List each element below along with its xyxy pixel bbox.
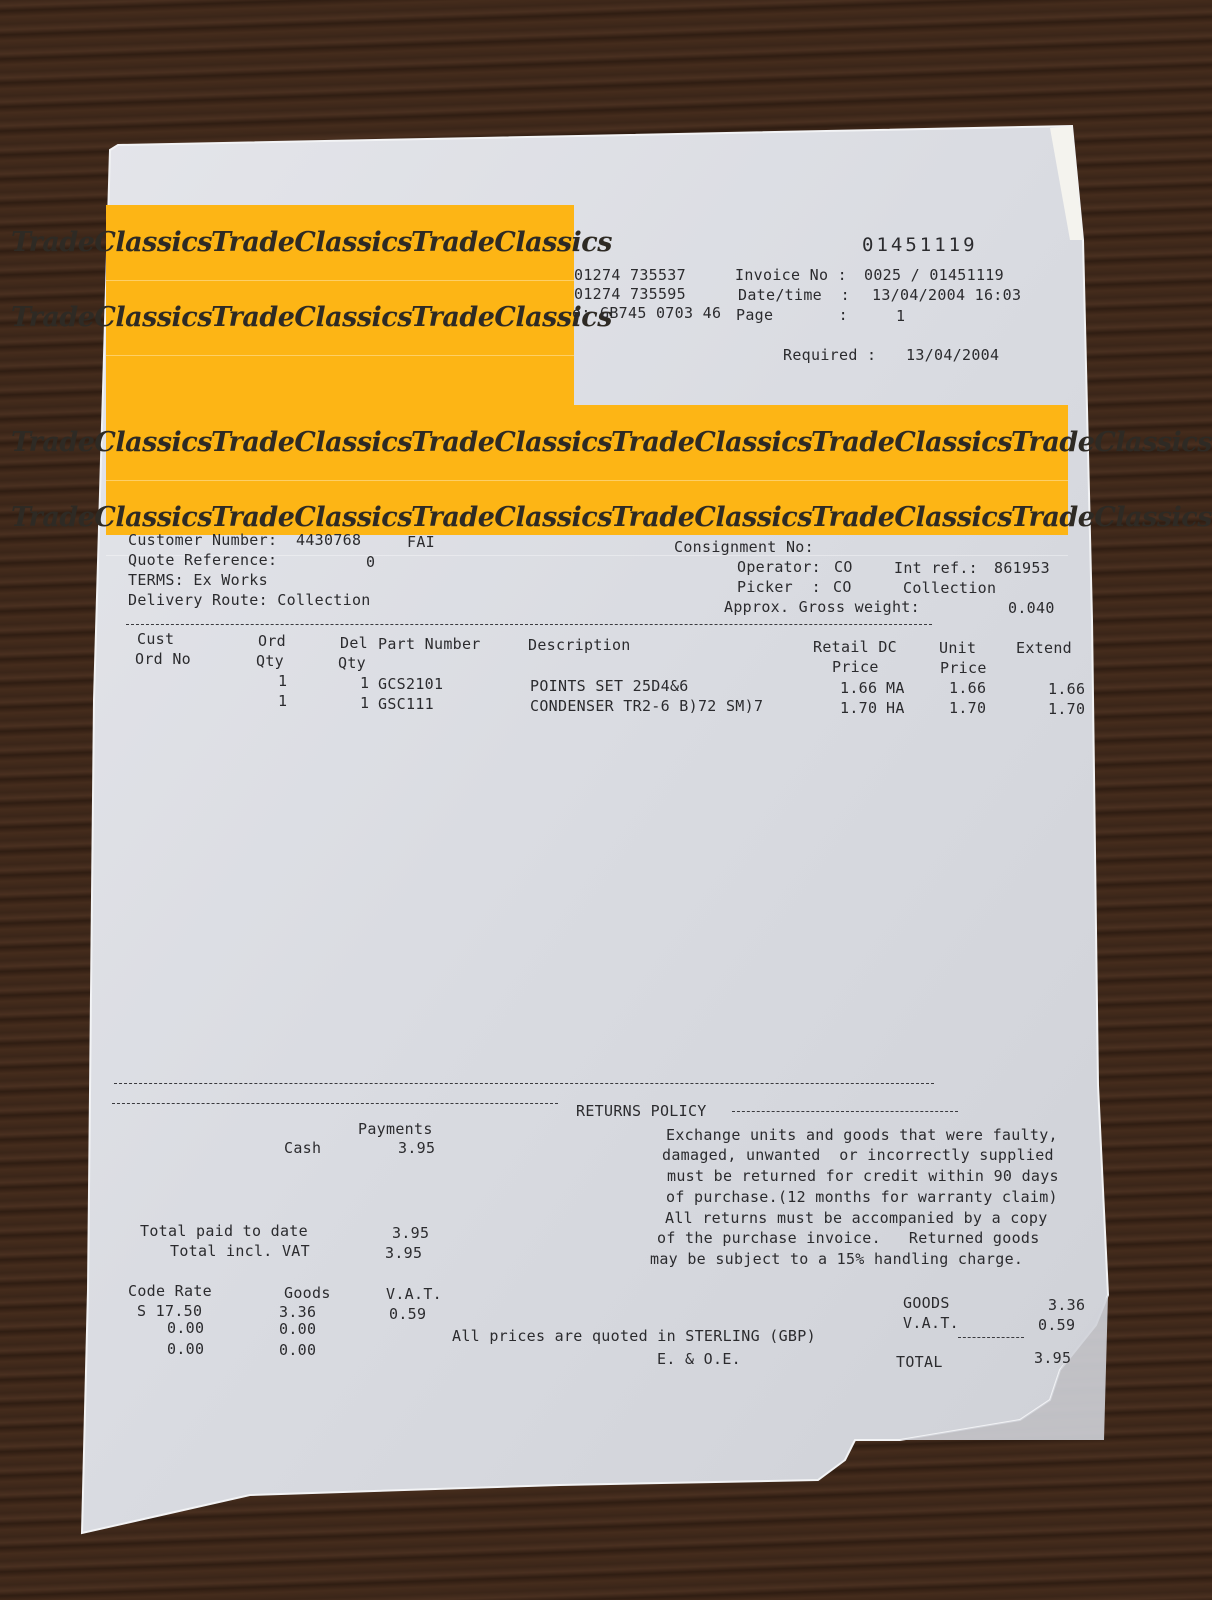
returns-line: must be returned for credit within 90 days — [667, 1167, 1059, 1185]
required-label: Required : — [783, 346, 877, 364]
col-retail-dc: Retail DC — [813, 638, 897, 656]
vat-goods: 3.36 — [279, 1303, 317, 1321]
dc-code: MA — [886, 679, 905, 697]
errors-omissions: E. & O.E. — [657, 1350, 741, 1368]
fax: 01274 735595 — [574, 285, 686, 303]
currency-note: All prices are quoted in STERLING (GBP) — [452, 1327, 816, 1345]
vat-goods: 0.00 — [279, 1320, 317, 1338]
vat-col-vat: V.A.T. — [386, 1285, 442, 1303]
returns-line: may be subject to a 15% handling charge. — [650, 1250, 1024, 1268]
customer-number-label: Customer Number: — [128, 531, 278, 549]
total-paid: 3.95 — [392, 1224, 430, 1242]
returns-policy-title: RETURNS POLICY — [576, 1102, 707, 1120]
brand-logo: TradeClassics — [411, 502, 612, 533]
ord-qty: 1 — [278, 692, 288, 710]
cash-label: Cash — [284, 1139, 322, 1157]
part-number: GSC111 — [378, 695, 434, 713]
collection-note: Collection — [903, 579, 997, 597]
col-cust: Cust — [137, 630, 175, 648]
returns-divider-left — [112, 1103, 558, 1104]
picker-label: Picker : — [737, 578, 821, 596]
col-del: Del — [340, 634, 368, 652]
brand-banner-top — [11, 205, 612, 405]
col-ord: Ord — [258, 632, 286, 650]
brand-banner-bottom — [11, 405, 1212, 535]
brand-logo: TradeClassics — [11, 502, 212, 533]
brand-logo: TradeClassics — [1011, 427, 1212, 458]
brand-logo: TradeClassics — [411, 427, 612, 458]
vat-goods: 0.00 — [279, 1341, 317, 1359]
brand-logo: TradeClassics — [11, 227, 212, 258]
vat-number: o: GB745 0703 46 — [572, 304, 722, 322]
brand-logo: TradeClassics — [411, 227, 612, 258]
brand-logo: TradeClassics — [811, 502, 1012, 533]
brand-logo: TradeClassics — [211, 302, 412, 333]
telephone: 01274 735537 — [574, 266, 686, 284]
invoice-no-label: Invoice No : — [735, 266, 847, 284]
picker: CO — [833, 578, 852, 596]
returns-line: Exchange units and goods that were faulty, — [666, 1126, 1058, 1144]
brand-logo: TradeClassics — [211, 502, 412, 533]
delivery-route: Delivery Route: Collection — [128, 591, 371, 609]
footer-divider — [114, 1083, 934, 1084]
quote-reference-label: Quote Reference: — [128, 551, 278, 569]
vat-code-rate: 0.00 — [167, 1319, 205, 1337]
description: POINTS SET 25D4&6 — [530, 677, 689, 695]
totals-total-label: TOTAL — [896, 1353, 943, 1371]
total-incl-vat: 3.95 — [385, 1244, 423, 1262]
document-number: 01451119 — [862, 234, 978, 256]
header-divider — [126, 624, 932, 625]
int-ref: 861953 — [994, 559, 1050, 577]
returns-divider-right — [732, 1111, 958, 1112]
col-unit: Unit — [939, 639, 977, 657]
totals-goods-label: GOODS — [903, 1294, 950, 1312]
extend-price: 1.66 — [1048, 680, 1086, 698]
del-qty: 1 — [360, 694, 370, 712]
brand-logo: TradeClassics — [11, 427, 212, 458]
col-unit-price: Price — [940, 659, 987, 677]
col-ord-no: Ord No — [135, 650, 191, 668]
page-number: 1 — [896, 307, 906, 325]
vat-amount: 0.59 — [389, 1305, 427, 1323]
col-ord-qty: Qty — [256, 652, 284, 670]
retail-price: 1.66 — [840, 679, 878, 697]
totals-total: 3.95 — [1034, 1349, 1072, 1367]
quote-reference: 0 — [366, 553, 376, 571]
cash-amount: 3.95 — [398, 1139, 436, 1157]
totals-rule — [958, 1337, 1024, 1338]
brand-logo: TradeClassics — [611, 427, 812, 458]
totals-goods: 3.36 — [1048, 1296, 1086, 1314]
unit-price: 1.70 — [949, 699, 987, 717]
brand-logo: TradeClassics — [811, 427, 1012, 458]
col-del-qty: Qty — [338, 654, 366, 672]
description: CONDENSER TR2-6 B)72 SM)7 — [530, 697, 764, 715]
totals-vat: 0.59 — [1038, 1316, 1076, 1334]
int-ref-label: Int ref.: — [894, 559, 978, 577]
del-qty: 1 — [360, 674, 370, 692]
page-label: Page : — [736, 306, 848, 324]
gross-weight: 0.040 — [1008, 599, 1055, 617]
part-number: GCS2101 — [378, 675, 444, 693]
brand-logo: TradeClassics — [411, 302, 612, 333]
invoice-no: 0025 / 01451119 — [864, 266, 1004, 284]
brand-logo: TradeClassics — [211, 427, 412, 458]
brand-logo: TradeClassics — [11, 302, 212, 333]
datetime-label: Date/time : — [738, 286, 850, 304]
operator-label: Operator: — [737, 558, 821, 576]
unit-price: 1.66 — [949, 679, 987, 697]
payments-title: Payments — [358, 1120, 433, 1138]
vat-col-code-rate: Code Rate — [128, 1282, 212, 1300]
retail-price: 1.70 — [840, 699, 878, 717]
required-date: 13/04/2004 — [906, 346, 1000, 364]
returns-line: of purchase.(12 months for warranty claim) — [666, 1188, 1058, 1206]
col-extend: Extend — [1016, 639, 1072, 657]
returns-line: of the purchase invoice. Returned goods — [657, 1229, 1040, 1247]
vat-col-goods: Goods — [284, 1284, 331, 1302]
col-description: Description — [528, 636, 631, 654]
col-retail-price: Price — [832, 658, 879, 676]
customer-number: 4430768 — [296, 531, 362, 549]
totals-vat-label: V.A.T. — [903, 1314, 959, 1332]
returns-line: All returns must be accompanied by a copy — [665, 1209, 1048, 1227]
brand-logo: TradeClassics — [1011, 502, 1212, 533]
returns-line: damaged, unwanted or incorrectly supplied — [662, 1146, 1054, 1164]
brand-logo: TradeClassics — [611, 502, 812, 533]
weight-label: Approx. Gross weight: — [724, 598, 920, 616]
brand-logo: TradeClassics — [211, 227, 412, 258]
dc-code: HA — [886, 699, 905, 717]
terms: TERMS: Ex Works — [128, 571, 268, 589]
consignment-label: Consignment No: — [674, 538, 814, 556]
datetime: 13/04/2004 16:03 — [872, 286, 1022, 304]
col-part-number: Part Number — [378, 635, 481, 653]
vat-code-rate: 0.00 — [167, 1340, 205, 1358]
extend-price: 1.70 — [1048, 700, 1086, 718]
vat-code-rate: S 17.50 — [137, 1302, 203, 1320]
operator: CO — [834, 558, 853, 576]
total-paid-label: Total paid to date — [140, 1222, 308, 1240]
ord-qty: 1 — [278, 672, 288, 690]
customer-code: FAI — [407, 533, 435, 551]
total-incl-vat-label: Total incl. VAT — [170, 1242, 310, 1260]
